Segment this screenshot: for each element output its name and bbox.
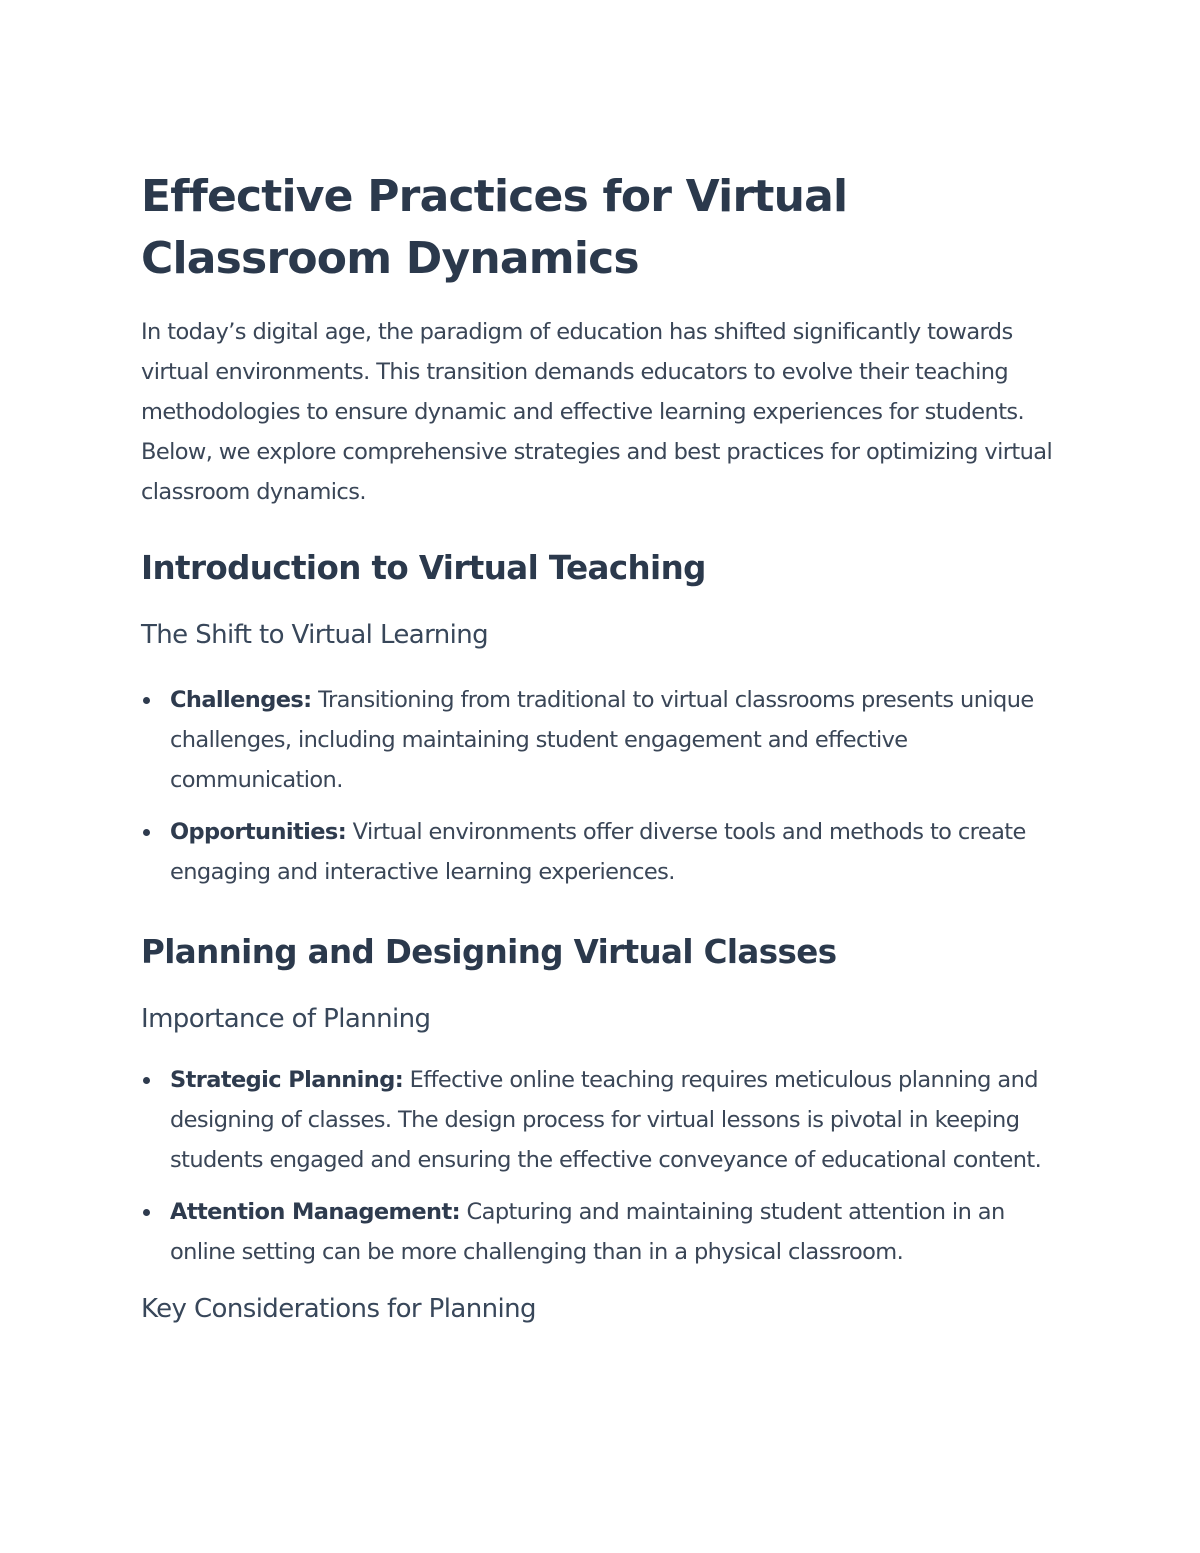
subheading-key-considerations: Key Considerations for Planning: [141, 1294, 536, 1324]
section-heading-planning: Planning and Designing Virtual Classes: [141, 933, 837, 971]
bullet-icon: [143, 697, 150, 704]
bullet-icon: [143, 1077, 150, 1084]
section-heading-introduction: Introduction to Virtual Teaching: [141, 549, 706, 587]
list-item-term: Strategic Planning:: [170, 1067, 404, 1093]
list-item-opportunities: [141, 812, 1076, 892]
list-item-attention-management: [141, 1192, 1076, 1272]
bullet-icon: [143, 1209, 150, 1216]
list-item-text: Effective online teaching requires meticulous planning and designing of classes. The design process for virtual lessons is pivotal in keeping students engaged and ensuring the effective conveyance of educational content.: [170, 1067, 1042, 1173]
list-item-term: Attention Management:: [170, 1199, 460, 1225]
document-title: Effective Practices for Virtual Classroom Dynamics: [141, 171, 848, 284]
subheading-importance-of-planning: Importance of Planning: [141, 1004, 431, 1034]
document-page: [141, 166, 1076, 1327]
list-item-term: Opportunities:: [170, 819, 347, 845]
list-item-text: Capturing and maintaining student attention in an online setting can be more challenging than in a physical classroom.: [170, 1199, 1005, 1265]
bullet-icon: [143, 829, 150, 836]
list-item-term: Challenges:: [170, 687, 312, 713]
list-item-strategic-planning: [141, 1060, 1076, 1180]
list-item-challenges: [141, 680, 1076, 800]
intro-paragraph: In today’s digital age, the paradigm of education has shifted significantly towards virtual environments. This transition demands educators to evolve their teaching methodologies to ensure dynamic and effective learning experiences for students. Below, we explore comprehensive strategies and best practices for optimizing virtual classroom dynamics.: [141, 319, 1053, 505]
list-item-text: Virtual environments offer diverse tools and methods to create engaging and interactive learning experiences.: [170, 819, 1026, 885]
subheading-shift-to-virtual: The Shift to Virtual Learning: [141, 620, 489, 650]
bullet-list-shift: [141, 680, 1076, 892]
list-item-text: Transitioning from traditional to virtual classrooms presents unique challenges, including maintaining student engagement and effective communication.: [170, 687, 1034, 793]
bullet-list-planning: [141, 1060, 1076, 1272]
